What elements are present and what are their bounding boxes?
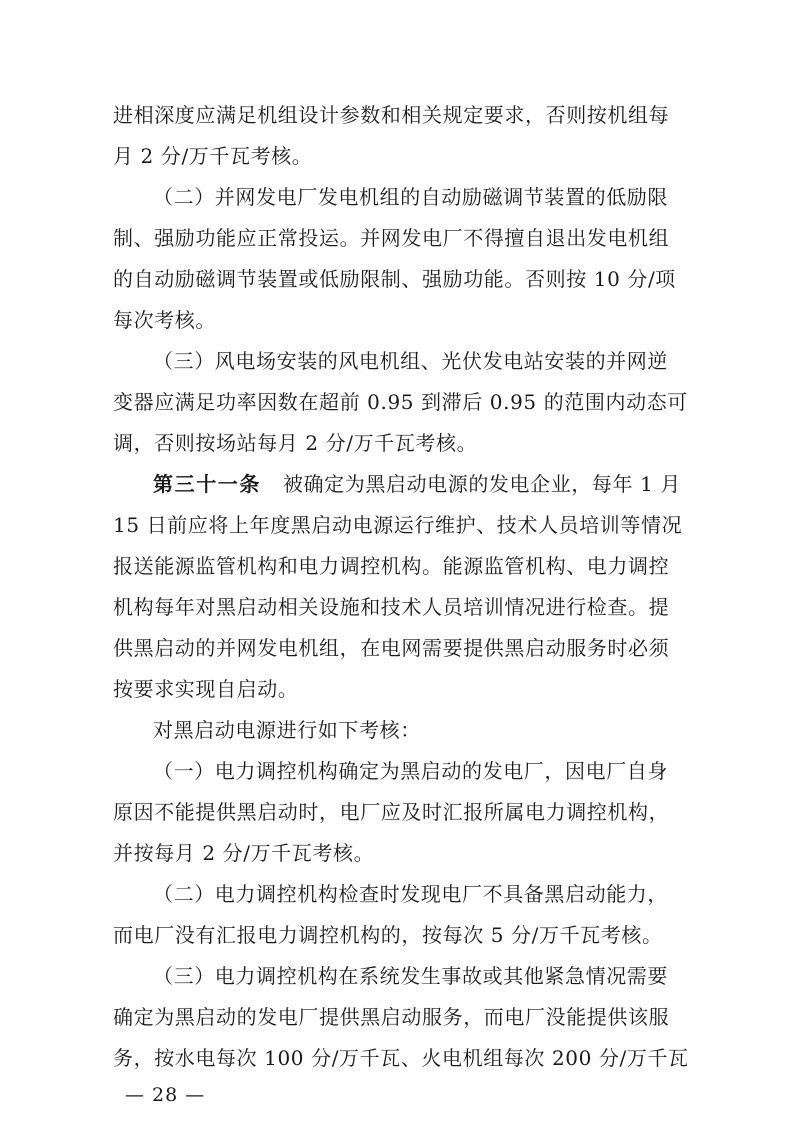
page-number: — 28 — [125,1084,206,1106]
paragraph-line: 15 日前应将上年度黑启动电源运行维护、技术人员培训等情况 [113,513,683,537]
paragraph-line: （二）电力调控机构检查时发现电厂不具备黑启动能力， [153,882,668,906]
paragraph-line: 的自动励磁调节装置或低励限制、强励功能。否则按 10 分/项 [113,267,676,291]
paragraph-line: 机构每年对黑启动相关设施和技术人员培训情况进行检查。提 [113,595,670,619]
paragraph-line: 原因不能提供黑启动时，电厂应及时汇报所属电力调控机构， [113,800,670,824]
paragraph-line: 每次考核。 [113,308,216,332]
paragraph-line: 确定为黑启动的发电厂提供黑启动服务，而电厂没能提供该服 [113,1005,670,1029]
paragraph-line: 并按每月 2 分/万千瓦考核。 [113,841,375,865]
paragraph-line: 务，按水电每次 100 分/万千瓦、火电机组每次 200 分/万千瓦 [113,1046,689,1070]
paragraph-line: （一）电力调控机构确定为黑启动的发电厂，因电厂自身 [153,759,668,783]
paragraph-line: （二）并网发电厂发电机组的自动励磁调节装置的低励限 [153,185,668,209]
paragraph-line: 调，否则按场站每月 2 分/万千瓦考核。 [113,431,478,455]
article-heading: 第三十一条 [153,472,261,496]
paragraph-line: 进相深度应满足机组设计参数和相关规定要求，否则按机组每 [113,103,670,127]
paragraph-line: 月 2 分/万千瓦考核。 [113,144,313,168]
paragraph-line: 而电厂没有汇报电力调控机构的，按每次 5 分/万千瓦考核。 [113,923,663,947]
paragraph-line: （三）风电场安装的风电机组、光伏发电站安装的并网逆 [153,349,668,373]
paragraph-line: 供黑启动的并网发电机组，在电网需要提供黑启动服务时必须 [113,636,670,660]
paragraph-line: 制、强励功能应正常投运。并网发电厂不得擅自退出发电机组 [113,226,670,250]
paragraph-line-text: 被确定为黑启动电源的发电企业，每年 1 月 [282,472,681,496]
paragraph-line: 按要求实现自启动。 [113,677,299,701]
paragraph-line: 变器应满足功率因数在超前 0.95 到滞后 0.95 的范围内动态可 [113,390,688,414]
paragraph-line: 对黑启动电源进行如下考核： [153,718,421,742]
article-first-line [153,470,693,498]
paragraph-line: 报送能源监管机构和电力调控机构。能源监管机构、电力调控 [113,554,670,578]
paragraph-line: （三）电力调控机构在系统发生事故或其他紧急情况需要 [153,964,668,988]
